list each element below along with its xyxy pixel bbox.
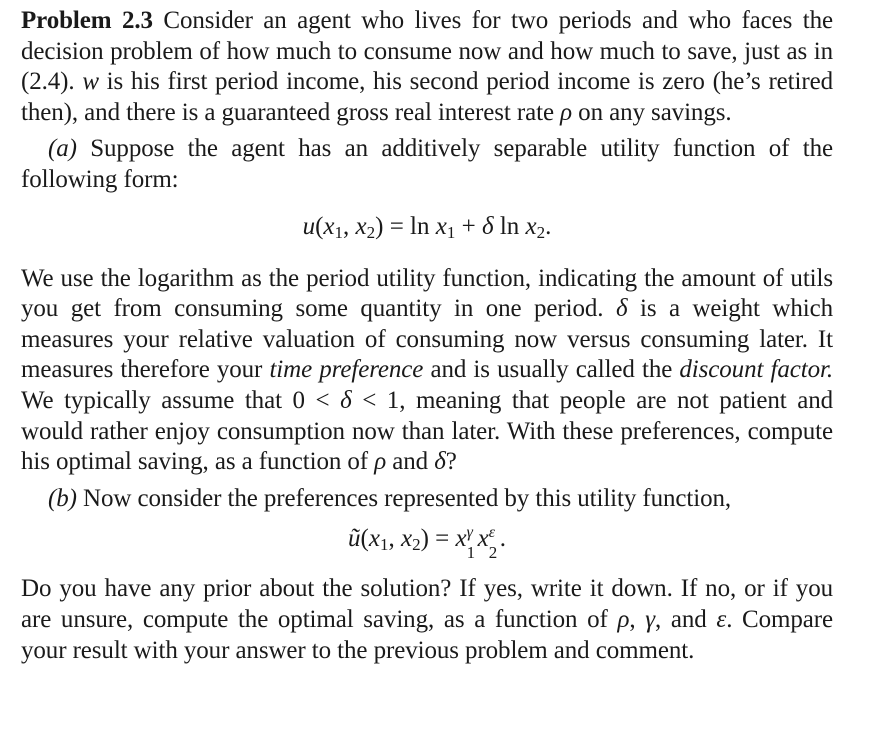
part-a-body-2: is a weight which measures your relative valuation of consuming now versus consuming later. It measures therefore your: [21, 295, 834, 384]
eq-sub-2: 2: [536, 222, 546, 242]
eq-sub-1: 1: [446, 222, 456, 242]
equation-cobb-douglas-utility: [21, 524, 833, 563]
eq-sub-2: 2: [366, 222, 376, 242]
eq-comma: ,: [343, 212, 356, 240]
problem-statement: [21, 6, 833, 128]
symbol-w: w: [82, 68, 99, 96]
part-a-body-5: < 1, meaning that people are not patient and would rather enjoy consumption now than later. With these preferences, compute his optimal saving, as a function of: [21, 386, 833, 476]
part-b-body-2: ,: [629, 605, 646, 633]
eq-plus: +: [455, 212, 482, 240]
eq-equals: ) =: [420, 525, 456, 553]
problem-title: Problem 2.3: [21, 7, 153, 34]
part-b-label: (b): [48, 484, 77, 512]
term-discount-factor: discount factor.: [679, 356, 833, 384]
eq-sub-2: 2: [412, 535, 421, 555]
eq-paren-open: (: [315, 212, 324, 240]
equation-log-utility: [21, 212, 833, 248]
eq-sub-2: 2: [488, 543, 498, 563]
part-a-body-3: and is usually called the: [423, 356, 680, 384]
part-a-label: (a): [48, 135, 77, 163]
symbol-rho: ρ: [374, 448, 387, 476]
part-b-body-3: , and: [655, 605, 717, 633]
eq-equals-ln: ) = ln: [375, 212, 436, 240]
part-a-body: [21, 264, 833, 478]
eq-sub-1: 1: [466, 543, 476, 563]
part-a-body-7: ?: [445, 448, 457, 476]
eq-sup-gamma: γ: [466, 524, 473, 542]
eq-x: x: [368, 525, 380, 553]
eq-ln: ln: [493, 212, 526, 240]
symbol-gamma: γ: [645, 605, 656, 633]
eq-sup-epsilon: ε: [488, 524, 496, 542]
part-a-statement: [21, 134, 833, 195]
part-b-body: [21, 574, 833, 666]
part-b-statement: [21, 484, 833, 515]
symbol-delta: δ: [615, 295, 628, 323]
part-a-text: Suppose the agent has an additively separable utility function of the following form:: [21, 135, 833, 193]
eq-x: x: [355, 212, 367, 240]
problem-intro: Consider an agent who lives for two periods and who faces the decision problem of how much to consume now and how much to save, just as in (2.4).: [21, 7, 833, 96]
part-b-text: Now consider the preferences represented by this utility function,: [83, 484, 732, 512]
part-a-body-6: and: [386, 448, 435, 476]
problem-intro-rest-1: is his first period income, his second period income is zero (he’s retired then), and there is a guaranteed gross real interest rate: [21, 68, 833, 126]
eq-delta: δ: [481, 212, 494, 240]
problem-intro-rest-2: on any savings.: [572, 98, 732, 126]
eq-period: .: [545, 212, 552, 240]
eq-comma: ,: [388, 525, 401, 553]
eq-x: x: [455, 525, 467, 553]
eq-gamma-1: [466, 524, 478, 563]
eq-epsilon-2: [488, 524, 500, 563]
part-a-body-4: We typically assume that 0 <: [21, 386, 341, 414]
eq-sub-1: 1: [379, 535, 389, 555]
symbol-epsilon: ε: [716, 605, 727, 633]
eq-x: x: [435, 212, 447, 240]
eq-x: x: [525, 212, 537, 240]
symbol-rho: ρ: [617, 605, 630, 633]
eq-sub-1: 1: [334, 222, 344, 242]
eq-x: x: [400, 525, 413, 553]
symbol-delta: δ: [340, 386, 352, 414]
eq-x: x: [323, 212, 335, 240]
part-a-body-1: We use the logarithm as the period utility function, indicating the amount of utils you get from consuming some quantity in one period.: [21, 264, 833, 323]
term-time-preference: time preference: [269, 356, 424, 384]
eq-u: u: [302, 212, 316, 240]
eq-x: x: [477, 525, 489, 553]
eq-period: .: [499, 525, 506, 553]
part-b-body-4: . Compare your result with your answer to the previous problem and comment.: [21, 605, 833, 664]
symbol-delta: δ: [434, 448, 446, 476]
symbol-rho: ρ: [560, 98, 573, 126]
eq-u-tilde: ũ: [348, 525, 361, 553]
eq-paren-open: (: [360, 525, 369, 553]
part-b-body-1: Do you have any prior about the solution? If yes, write it down. If no, or if you are unsure, compute the optimal saving, as a function of: [21, 575, 833, 633]
